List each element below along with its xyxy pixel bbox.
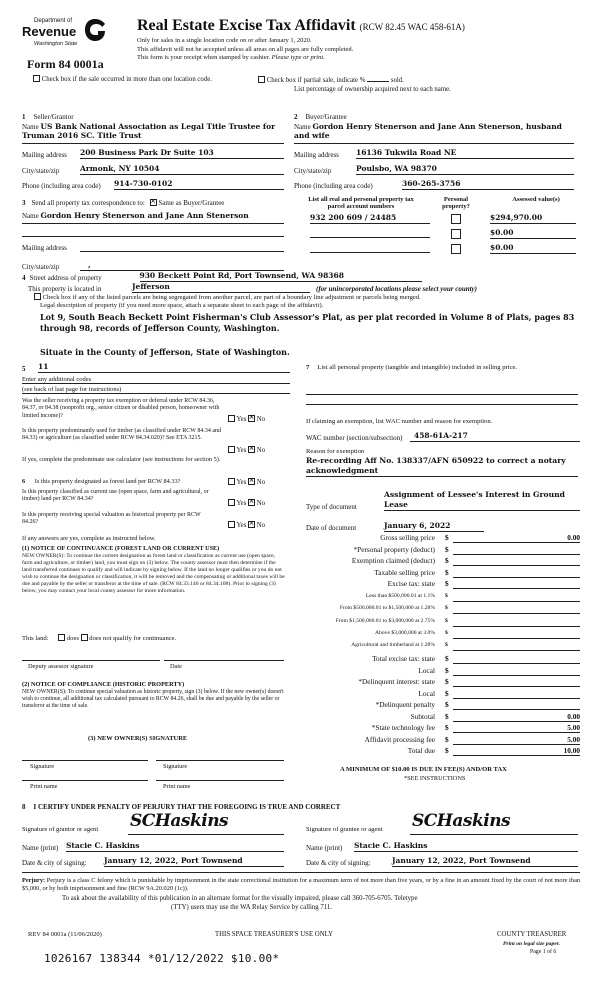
correspondence-city-row — [22, 261, 284, 271]
multi-location-check[interactable] — [33, 75, 212, 84]
s6-q2: Is this property classified as current use (open space, farm and agricultural, or timber) land per RCW 84.34? — [22, 489, 209, 503]
s5-q2: Is this property predominantly used for timber (as classified under RCW 84.34 and 84.33) or agriculture (as classified under RCW 84.34.020)? See ETA 3215. — [22, 428, 222, 442]
dollar-sign: $ — [445, 533, 449, 542]
seller-phone-label: Phone (including area code) — [22, 181, 101, 190]
tax-calc-value[interactable] — [453, 557, 580, 566]
tax-calc-label: Total due — [407, 746, 435, 755]
seller-mailing-label: Mailing address — [22, 150, 67, 159]
s5-q3: If yes, complete the predominate use calculator (see instructions for section 5). — [22, 456, 221, 463]
tax-calc-row — [305, 630, 580, 640]
section6-num: 6 — [22, 478, 26, 485]
dollar-sign: $ — [445, 556, 449, 565]
correspondence-city-label: City/state/zip — [22, 262, 60, 271]
dollar-sign: $ — [445, 712, 449, 721]
does-not-label: does not qualify for continuance. — [89, 635, 177, 642]
correspondence-mailing-field[interactable] — [80, 244, 284, 252]
county-treasurer: COUNTY TREASURER — [497, 931, 567, 938]
multi-location-checkbox[interactable] — [33, 75, 40, 82]
tax-calc-value[interactable]: 0.00 — [453, 534, 580, 543]
parcel-row — [306, 214, 576, 226]
tax-calc-row — [305, 667, 580, 677]
exempt-label: If claiming an exemption, list WAC number and reason for exemption. — [306, 418, 493, 425]
dollar-sign: $ — [445, 700, 449, 709]
enter-codes-line — [22, 383, 290, 384]
perjury-text — [22, 877, 580, 893]
owner-print-line-1[interactable] — [22, 780, 148, 781]
property-num: 4 — [22, 273, 26, 282]
tax-calc-value[interactable] — [453, 642, 580, 651]
s6-q2-yes-checkbox[interactable] — [228, 499, 235, 506]
s6-q3-yes-checkbox[interactable] — [228, 521, 235, 528]
tax-calc-label: Excise tax: state — [387, 579, 435, 588]
tax-calc-value[interactable] — [453, 701, 580, 710]
s6-q1-yes-checkbox[interactable] — [228, 478, 235, 485]
partial-sale-pct-field[interactable] — [367, 75, 389, 82]
parcel-col-header: List all real and personal property tax parcel account numbers — [308, 196, 414, 211]
partial-sale-label: Check box if partial sale, indicate % — [266, 77, 366, 84]
tax-calc-value[interactable] — [453, 580, 580, 589]
dollar-sign: $ — [445, 677, 449, 686]
tax-calc-row — [305, 569, 580, 579]
same-as-buyer-label: Same as Buyer/Grantee — [158, 199, 225, 207]
no-label: No — [256, 500, 266, 507]
reason-value[interactable]: Re-recording Aff No. 138337/AFN 650922 to correct a notary acknowledgment — [306, 456, 566, 475]
page-number: Page 1 of 6 — [530, 949, 557, 955]
located-label: This property is located in — [28, 284, 102, 293]
doc-date-row — [306, 522, 580, 532]
signature-label: Signature — [30, 763, 55, 770]
dept-of-text: Department of — [34, 18, 73, 24]
personal-property-line-2[interactable] — [306, 404, 578, 405]
assessed-value[interactable]: $0.00 — [490, 244, 576, 254]
subtitle-3-italic: Please type or print. — [271, 54, 325, 61]
tax-calc-label: *Personal property (deduct) — [353, 545, 435, 554]
tax-calc-value[interactable] — [453, 690, 580, 699]
dollar-sign: $ — [445, 545, 449, 554]
buyer-city-value[interactable]: Poulsbo, WA 98370 — [356, 165, 574, 175]
signature-label: Signature — [163, 763, 188, 770]
tax-calc-row — [305, 618, 580, 628]
buyer-name-value[interactable]: Gordon Henry Stenerson and Jane Ann Stenerson, husband and wife — [294, 122, 562, 140]
tax-calc-row — [305, 690, 580, 700]
street-value[interactable]: 930 Beckett Point Rd, Port Townsend, WA 98368 — [140, 272, 423, 282]
reason-label: Reason for exemption — [306, 448, 365, 455]
tax-calc-value[interactable] — [453, 618, 580, 627]
seller-name-line — [22, 143, 284, 144]
subtitle-3 — [137, 54, 353, 63]
dollar-sign: $ — [445, 593, 448, 599]
section5-code[interactable]: 11 — [38, 363, 290, 373]
seller-name-label: Name — [22, 123, 39, 131]
correspondence-mailing-row — [22, 244, 284, 252]
doc-type-value[interactable]: Lease — [384, 501, 580, 511]
dollar-sign: $ — [445, 568, 449, 577]
correspondence-name-line-2 — [22, 236, 284, 237]
assessed-col-header: Assessed value(s) — [512, 196, 560, 203]
dollar-sign: $ — [445, 642, 448, 648]
tax-calc-value[interactable] — [453, 655, 580, 664]
dollar-sign: $ — [445, 618, 448, 624]
section7-row — [306, 363, 580, 372]
wac-value[interactable]: 458-61A-217 — [410, 432, 580, 442]
doc-type-label: Type of document — [306, 502, 357, 511]
no-label: No — [256, 479, 266, 486]
buyer-city-row — [294, 165, 574, 175]
tax-calc-value[interactable]: 5.00 — [453, 724, 580, 733]
tax-calc-value[interactable]: 0.00 — [453, 713, 580, 722]
wa-state-text: Washington State — [34, 41, 78, 47]
buyer-mailing-value[interactable]: 16136 Tukwila Road NE — [356, 149, 574, 159]
tax-calc-label: Local — [418, 666, 435, 675]
seller-heading — [22, 113, 74, 121]
sold-label: sold. — [390, 77, 404, 84]
s6-q3: Is this property receiving special valuation as historical property per RCW 84.26? — [22, 512, 201, 526]
tax-calc-value[interactable] — [453, 593, 580, 602]
correspondence-name-label: Name — [22, 212, 39, 220]
s6-q3-answer — [228, 521, 265, 530]
tax-calc-value[interactable] — [453, 667, 580, 676]
segregated-checkbox[interactable] — [34, 293, 41, 300]
personal-property-checkbox[interactable] — [451, 229, 461, 239]
subtitle-3-text: This form is your receipt when stamped by cashier. — [137, 54, 271, 61]
s5-q2-answer — [228, 446, 265, 455]
parcel-number[interactable] — [310, 244, 430, 253]
section5-code-row — [22, 363, 290, 373]
grantee-sig-line — [410, 834, 578, 835]
parcel-number[interactable] — [310, 229, 430, 238]
subtitle-2: This affidavit will not be accepted unless all areas on all pages are fully completed. — [137, 45, 354, 53]
s6-q1-no-checkbox[interactable] — [248, 478, 255, 485]
seller-num: 1 — [22, 113, 26, 121]
subtitle-1: Only for sales in a single location code on or after January 1, 2020. — [137, 37, 312, 44]
grantor-sig-line — [128, 834, 284, 835]
buyer-name-label: Name — [294, 123, 311, 131]
dollar-sign: $ — [445, 654, 449, 663]
does-label: does — [66, 635, 79, 642]
located-row — [28, 283, 488, 293]
no-label: No — [256, 522, 266, 529]
grantor-name-value[interactable]: Stacie C. Haskins — [66, 842, 284, 852]
correspondence-name-row — [22, 212, 284, 221]
personal-property-checkbox[interactable] — [451, 244, 461, 254]
legal-label: Legal description of property (if you need more space, attach a separate sheet to each page of the affidavit). — [40, 302, 324, 309]
dor-logo — [22, 18, 112, 54]
tax-calc-label: From $1,500,000.01 to $3,000,000 at 2.75% — [335, 618, 435, 624]
parcel-row — [306, 229, 576, 241]
correspondence-heading — [22, 199, 224, 207]
tax-calc-label: *Delinquent penalty — [375, 700, 435, 709]
tax-calc-row — [305, 713, 580, 723]
doc-date-value[interactable]: January 6, 2022 — [384, 522, 484, 532]
dollar-sign: $ — [445, 579, 449, 588]
tax-calc-row — [305, 747, 580, 757]
seller-name-value[interactable]: US Bank National Association as Legal Title Trustee for Truman 2016 SC. Title Trust — [22, 122, 276, 140]
tax-calc-label: *State technology fee — [371, 723, 435, 732]
wac-label: WAC number (section/subsection) — [306, 433, 403, 442]
section8-num: 8 — [22, 803, 26, 811]
list-pct-note: List percentage of ownership acquired next to each name. — [294, 86, 451, 93]
form-title-main: Real Estate Excise Tax Affidavit — [137, 17, 356, 34]
buyer-heading-text: Buyer/Grantee — [305, 113, 347, 121]
grantor-date-value[interactable]: January 12, 2022, Port Townsend — [104, 857, 284, 867]
owner-sig-line-2[interactable] — [156, 760, 284, 761]
owner-sig-line-1[interactable] — [22, 760, 148, 761]
buyer-phone-row — [294, 180, 574, 190]
see-back-line — [22, 393, 290, 394]
tax-calc-row — [305, 655, 580, 665]
partial-sale-check[interactable] — [258, 75, 404, 85]
tax-calc-label: *Delinquent interest: state — [358, 677, 435, 686]
seller-phone-row — [22, 180, 284, 190]
grantee-date-value[interactable]: January 12, 2022, Port Townsend — [392, 857, 578, 867]
no-label: No — [256, 447, 266, 454]
deputy-sig-line[interactable] — [22, 660, 160, 661]
s6-if-yes: If any answers are yes, complete as instructed below. — [22, 535, 156, 542]
dollar-sign: $ — [445, 735, 449, 744]
dollar-sign: $ — [445, 746, 449, 755]
tax-calc-label: From $500,000.01 to $1,500,000 at 1.28% — [339, 605, 435, 611]
tax-calc-row — [305, 557, 580, 567]
perjury-label: Perjury: — [22, 877, 46, 884]
correspondence-name-line — [22, 223, 284, 224]
street-address-row — [22, 272, 422, 282]
s5-q1-yes-checkbox[interactable] — [228, 415, 235, 422]
assessed-value[interactable]: $0.00 — [490, 229, 576, 239]
continuance-text: NEW OWNER(S): To continue the current designation as forest land or classification as current use (open space, farm and agriculture, or timber) land, you must sign on (3) below. The county assessor must then determine if the land transferred continues to qualify and will indicate by signing below. If the land no longer qualifies or you do not wish to continue the designation or classification, it will be removed and the compensating or additional taxes will be due and payable by the seller or transferor at the time of sale. (RCW 84.33.140 or 84.34.108). Prior to signing (3) below, you may contact your local county assessor for more information. — [22, 553, 285, 594]
s5-q1-answer — [228, 415, 265, 424]
personal-col-header: Personal property? — [442, 196, 470, 211]
grantee-sig-label: Signature of grantee or agent — [306, 826, 383, 833]
new-owner-sig-title: (3) NEW OWNER(S) SIGNATURE — [88, 735, 188, 742]
tax-calc-row — [305, 593, 580, 603]
tax-calc-value[interactable]: 5.00 — [453, 736, 580, 745]
buyer-phone-value[interactable]: 360-265-3756 — [402, 180, 574, 190]
continuance-title: (1) NOTICE OF CONTINUANCE (FOREST LAND OR CURRENT USE) — [22, 545, 220, 552]
s5-q2-no-checkbox[interactable] — [248, 446, 255, 453]
tax-calc-row — [305, 642, 580, 652]
parcel-number[interactable]: 932 200 609 / 24485 — [310, 214, 430, 224]
dollar-sign: $ — [445, 630, 448, 636]
multi-location-label: Check box if the sale occurred in more than one location code. — [41, 76, 212, 83]
section5-num: 5 — [22, 364, 26, 373]
tax-calc-label: Gross selling price — [380, 533, 435, 542]
tax-calc-value[interactable] — [453, 605, 580, 614]
located-value[interactable]: Jefferson — [132, 283, 310, 293]
dollar-sign: $ — [445, 666, 449, 675]
buyer-mailing-row — [294, 149, 574, 159]
see-instructions: *SEE INSTRUCTIONS — [404, 775, 466, 782]
dollar-sign: $ — [445, 689, 449, 698]
s5-q1-no-checkbox[interactable] — [248, 415, 255, 422]
dollar-sign: $ — [445, 723, 449, 732]
legal-description[interactable]: Lot 9, South Beach Beckett Point Fisherman's Club Assessor's Plat, as per plat recorded in Volume 8 of Plats, pages 83 through 98, records of Jefferson County, Washington. — [40, 312, 575, 333]
buyer-name-row — [294, 123, 574, 140]
tax-calc-row — [305, 580, 580, 590]
tax-calc-label: Taxable selling price — [374, 568, 435, 577]
reason-line — [306, 476, 578, 477]
grantor-name-row — [22, 842, 284, 852]
segregated-label: Check box if any of the listed parcels are being segregated from another parcel, are part of a boundary line adjustment or parcels being merged. — [42, 294, 421, 301]
grantor-name-label: Name (print) — [22, 843, 59, 852]
see-back-label: (see back of last page for instructions) — [22, 386, 122, 393]
tax-calc-row — [305, 678, 580, 688]
rev-number: REV 84 0001a (11/06/2020) — [28, 931, 102, 938]
alt-format-2: (TTY) users may use the WA Relay Service by calling 711. — [171, 904, 333, 911]
personal-property-checkbox[interactable] — [451, 214, 461, 224]
seller-name-row — [22, 123, 284, 140]
doc-type-row — [306, 501, 580, 511]
historic-title: (2) NOTICE OF COMPLIANCE (HISTORIC PROPERTY) — [22, 681, 185, 688]
seller-city-row — [22, 165, 284, 175]
seller-city-label: City/state/zip — [22, 166, 60, 175]
dollar-sign: $ — [445, 605, 448, 611]
tax-calc-value[interactable] — [453, 546, 580, 555]
does-checkbox[interactable] — [58, 634, 65, 641]
grantee-name-label: Name (print) — [306, 843, 343, 852]
print-name-label: Print name — [163, 783, 191, 790]
grantor-sig-label: Signature of grantor or agent — [22, 826, 99, 833]
tax-calc-label: Local — [418, 689, 435, 698]
this-land-label: This land: — [22, 635, 49, 642]
grantor-signature[interactable]: SCHaskins — [130, 811, 229, 831]
section7-text: List all personal property (tangible and intangible) included in selling price. — [317, 364, 518, 371]
form-title-ref: (RCW 82.45 WAC 458-61A) — [359, 22, 465, 32]
tax-calc-label: Affidavit processing fee — [364, 735, 435, 744]
grantee-name-value[interactable]: Stacie C. Haskins — [354, 842, 578, 852]
assessed-value[interactable]: $294,970.00 — [490, 214, 576, 224]
seller-heading-text: Seller/Grantor — [33, 113, 74, 121]
parcel-row — [306, 244, 576, 256]
historic-text: NEW OWNER(S): To continue special valuation as historic property, sign (3) below. If the new owner(s) doesn't wish to continue, all additional tax calculated pursuant to RCW 84.26, shall be due and payable by the seller or transferor at the time of sale. — [22, 689, 284, 710]
this-land-row — [22, 634, 176, 643]
partial-sale-checkbox[interactable] — [258, 76, 265, 83]
tax-calc-row — [305, 701, 580, 711]
grantor-date-label: Date & city of signing: — [22, 858, 87, 867]
s6-q2-no-checkbox[interactable] — [248, 499, 255, 506]
tax-calc-value[interactable] — [453, 569, 580, 578]
tax-calc-label: Exemption claimed (deduct) — [351, 556, 435, 565]
tax-calc-row — [305, 736, 580, 746]
tax-calc-label: Agricultural and timberland at 1.28% — [351, 642, 435, 648]
grantor-date-row — [22, 857, 284, 867]
tax-calc-row — [305, 534, 580, 544]
grantee-name-row — [306, 842, 578, 852]
located-note: (for unincorporated locations please select your county) — [316, 284, 477, 293]
tax-calc-row — [305, 724, 580, 734]
doc-type-heading: Assignment of Lessee's Interest in Ground — [384, 490, 565, 499]
deputy-sig-label: Deputy assessor signature — [28, 663, 94, 670]
yes-label: Yes — [236, 416, 247, 423]
form-subtitles — [137, 37, 353, 63]
alt-format-1: To ask about the availability of this publication in an alternate format for the visually impaired, please call 360-705-6705. Teletype — [62, 895, 418, 902]
buyer-name-line — [294, 143, 574, 144]
buyer-mailing-label: Mailing address — [294, 150, 339, 159]
tax-calc-label: Total excise tax: state — [372, 654, 435, 663]
tax-calc-value[interactable]: 10.00 — [453, 747, 580, 756]
seller-city-value[interactable]: Armonk, NY 10504 — [80, 165, 284, 175]
certify-row — [22, 803, 340, 811]
seller-mailing-value[interactable]: 200 Business Park Dr Suite 103 — [80, 149, 284, 159]
washington-logo-icon — [84, 18, 106, 44]
same-as-buyer-checkbox[interactable] — [150, 199, 157, 206]
segregated-row — [34, 293, 594, 302]
certify-text: I CERTIFY UNDER PENALTY OF PERJURY THAT THE FOREGOING IS TRUE AND CORRECT — [33, 803, 341, 811]
s6-q3-no-checkbox[interactable] — [248, 521, 255, 528]
street-label: Street address of property — [29, 273, 102, 282]
revenue-text: Revenue — [22, 24, 77, 39]
buyer-phone-label: Phone (including area code) — [294, 181, 373, 190]
section7-num: 7 — [306, 364, 310, 371]
yes-label: Yes — [236, 479, 247, 486]
seller-mailing-row — [22, 149, 284, 159]
legal-paper-note: Print on legal size paper. — [503, 941, 561, 947]
legal-situate[interactable]: Situate in the County of Jefferson, State of Washington. — [40, 347, 290, 357]
tax-calc-value[interactable] — [453, 630, 580, 639]
s5-q1: Was the seller receiving a property tax exemption or deferral under RCW 84.36, 84.37, or 84.38 (nonprofit org., senior citizen or disabled person, homeowner with limited income)? — [22, 398, 220, 419]
deputy-date-line[interactable] — [164, 660, 284, 661]
tax-calc-row — [305, 605, 580, 615]
doc-date-label: Date of document — [306, 523, 357, 532]
treasurer-space: THIS SPACE TREASURER'S USE ONLY — [215, 931, 334, 938]
grantee-date-label: Date & city of signing: — [306, 858, 371, 867]
seller-phone-value[interactable]: 914-730-0102 — [114, 180, 284, 190]
grantee-date-row — [306, 857, 578, 867]
buyer-heading — [294, 113, 347, 121]
tax-calc-value[interactable] — [453, 678, 580, 687]
perjury-body: Perjury is a class C felony which is punishable by imprisonment in the state correctional institution for a maximum term of not more than five years, or by a fine in an amount fixed by the court of not more than $5,000, or by both imprisonment and fine (RCW 9A.20.020 (1c)). — [22, 877, 581, 892]
minimum-due: A MINIMUM OF $10.00 IS DUE IN FEE(S) AND/OR TAX — [340, 766, 507, 773]
buyer-num: 2 — [294, 113, 298, 121]
perjury-divider — [22, 872, 580, 873]
personal-property-line-1[interactable] — [306, 394, 578, 395]
buyer-city-label: City/state/zip — [294, 166, 332, 175]
no-label: No — [256, 416, 266, 423]
wac-row — [306, 432, 580, 442]
does-not-checkbox[interactable] — [81, 634, 88, 641]
enter-codes-label: Enter any additional codes — [22, 376, 92, 383]
correspondence-name-value[interactable]: Gordon Henry Stenerson and Jane Ann Stenerson — [40, 211, 249, 220]
tax-calc-label: Subtotal — [410, 712, 435, 721]
yes-label: Yes — [236, 522, 247, 529]
correspondence-city-value[interactable]: , — [80, 261, 284, 271]
s5-q2-yes-checkbox[interactable] — [228, 446, 235, 453]
correspondence-mailing-label: Mailing address — [22, 244, 67, 252]
form-number: Form 84 0001a — [27, 57, 104, 71]
grantee-signature[interactable]: SCHaskins — [412, 811, 511, 831]
s6-q2-answer — [228, 499, 265, 508]
tax-calc-label: Less than $500,000.01 at 1.1% — [365, 593, 435, 599]
treasurer-stamp: 1026167 138344 *01/12/2022 $10.00* — [44, 952, 280, 965]
correspondence-num: 3 — [22, 199, 26, 207]
print-name-label: Print name — [30, 783, 58, 790]
owner-print-line-2[interactable] — [156, 780, 284, 781]
s6-q1-answer — [228, 478, 265, 487]
tax-calc-label: Above $3,000,000 at 3.0% — [375, 630, 435, 636]
tax-calc-row — [305, 546, 580, 556]
correspondence-heading-text: Send all property tax correspondence to: — [31, 199, 145, 207]
form-title — [137, 17, 465, 35]
deputy-date-label: Date — [170, 663, 182, 670]
yes-label: Yes — [236, 500, 247, 507]
yes-label: Yes — [236, 447, 247, 454]
s6-q1: Is this property designated as forest land per RCW 84.33? — [34, 478, 181, 485]
